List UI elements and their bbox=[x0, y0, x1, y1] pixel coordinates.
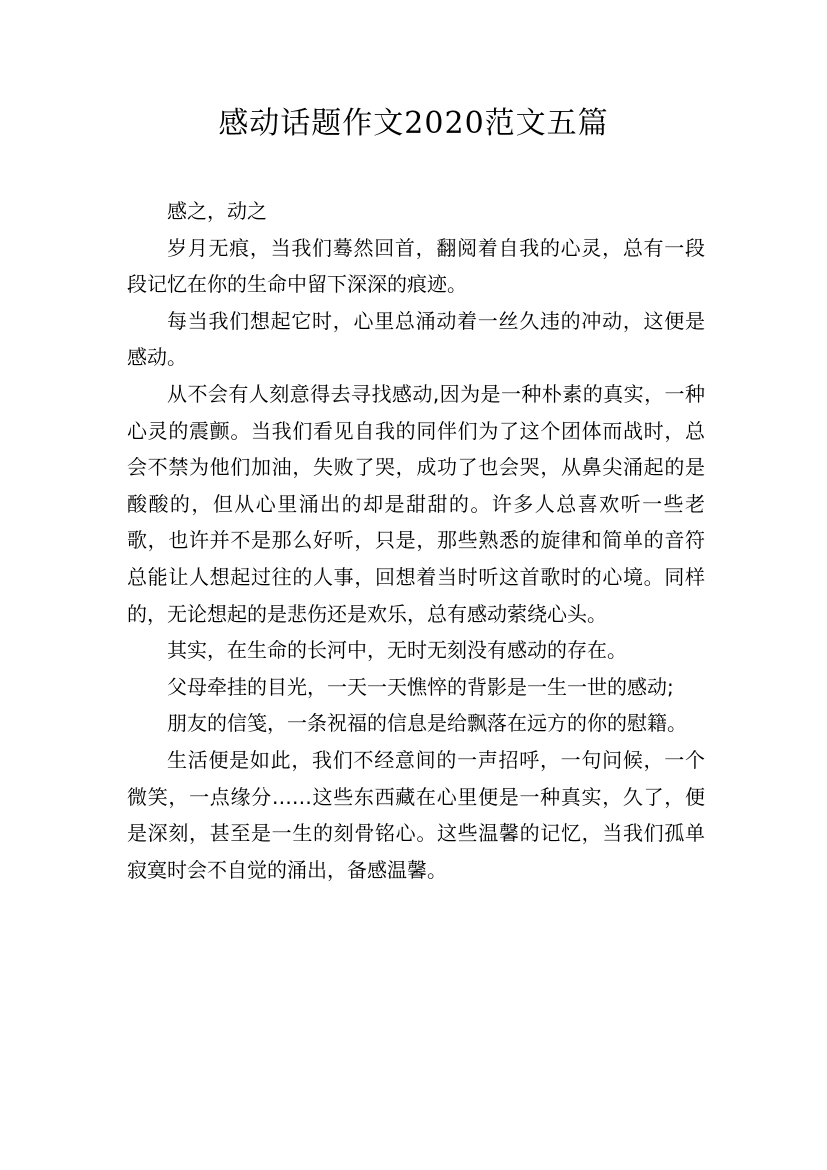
paragraph: 父母牵挂的目光，一天一天憔悴的背影是一生一世的感动; bbox=[167, 674, 674, 699]
paragraph: 从不会有人刻意得去寻找感动,因为是一种朴素的真实，一种心灵的震颤。当我们看见自我的同伴们为了这个团体而战时，总会不禁为他们加油，失败了哭，成功了也会哭，从鼻尖涌起的是酸酸的，但从心里涌出的却是甜甜的。许多人总喜欢听一些老歌，也许并不是那么好听，只是，那些熟悉的旋律和简单的音符总能让人想起过往的人事，回想着当时听这首歌时的心境。同样的，无论想起的是悲伤还是欢乐，总有感动萦绕心头。 bbox=[127, 381, 705, 626]
document-body bbox=[127, 193, 705, 888]
paragraph: 朋友的信笺，一条祝福的信息是给飘落在远方的你的慰籍。 bbox=[167, 711, 687, 736]
document-title: 感动话题作文2020范文五篇 bbox=[218, 106, 609, 141]
paragraph: 岁月无痕，当我们蓦然回首，翻阅着自我的心灵，总有一段段记忆在你的生命中留下深深的痕迹。 bbox=[127, 235, 705, 297]
paragraph: 感之，动之 bbox=[167, 199, 267, 223]
paragraph: 每当我们想起它时，心里总涌动着一丝久违的冲动，这便是感动。 bbox=[127, 308, 705, 370]
paragraph: 生活便是如此，我们不经意间的一声招呼，一句问候，一个微笑，一点缘分……这些东西藏在心里便是一种真实，久了，便是深刻，甚至是一生的刻骨铭心。这些温馨的记忆，当我们孤单寂寞时会不自觉的涌出，备感温馨。 bbox=[127, 747, 705, 882]
paragraph: 其实，在生命的长河中，无时无刻没有感动的存在。 bbox=[167, 638, 627, 663]
